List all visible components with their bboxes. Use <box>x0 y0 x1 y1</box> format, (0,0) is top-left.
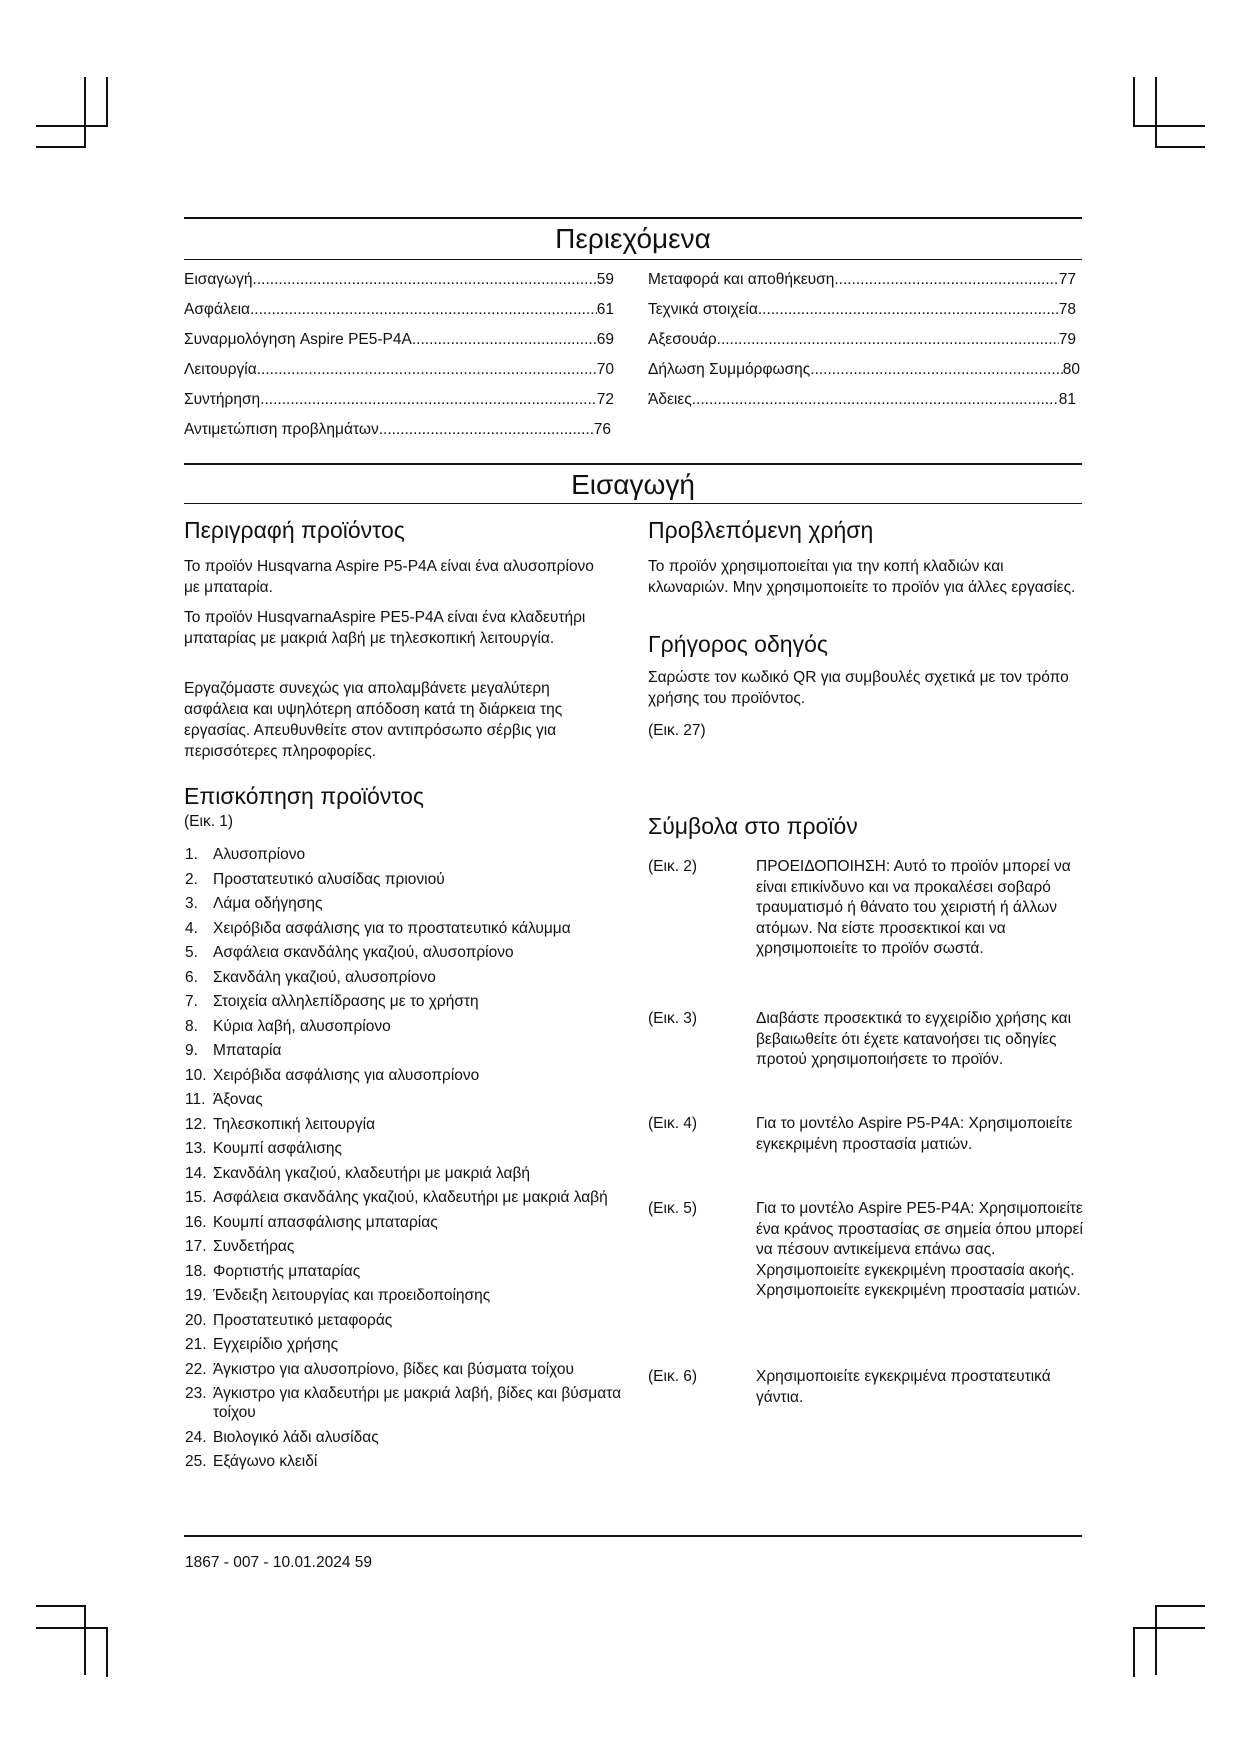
list-item: 22. Άγκιστρο για αλυσοπρίονο, βίδες και βύσματα τοίχου <box>185 1360 574 1378</box>
toc-entry[interactable]: Μεταφορά και αποθήκευση ..... 77 <box>648 265 1076 295</box>
list-item: 16. Κουμπί απασφάλισης μπαταρίας <box>185 1213 438 1231</box>
toc-entry[interactable]: Συντήρηση ..... 72 <box>184 385 614 415</box>
list-item: 18. Φορτιστής μπαταρίας <box>185 1262 361 1280</box>
description-paragraph: Το προϊόν Husqvarna Aspire P5-P4A είναι ένα αλυσοπρίονο με μπαταρία. <box>184 558 594 596</box>
contents-top-rule <box>184 217 1082 219</box>
list-item: 12. Τηλεσκοπική λειτουργία <box>185 1115 376 1133</box>
list-item: 23. Άγκιστρο για κλαδευτήρι με μακριά λαβή, βίδες και βύσματα τοίχου <box>185 1385 622 1421</box>
list-item: 25. Εξάγωνο κλειδί <box>185 1453 318 1470</box>
symbol-entry <box>648 1114 1088 1155</box>
crop-mark <box>84 77 86 147</box>
list-item: 6. Σκανδάλη γκαζιού, αλυσοπρίονο <box>185 968 436 986</box>
crop-mark <box>1155 146 1205 148</box>
product-description-heading: Περιγραφή προϊόντος <box>184 517 405 543</box>
symbol-figure-ref: (Εικ. 5) <box>648 1200 698 1217</box>
crop-mark <box>84 1605 86 1675</box>
list-item: 10. Χειρόβιδα ασφάλισης για αλυσοπρίονο <box>185 1066 480 1084</box>
list-item: 1. Αλυσοπρίονο <box>185 846 306 863</box>
list-item: 24. Βιολογικό λάδι αλυσίδας <box>185 1428 379 1446</box>
page-footer: 1867 - 007 - 10.01.2024 59 <box>185 1554 373 1571</box>
toc-entry[interactable]: Εισαγωγή ..... 59 <box>184 265 614 295</box>
crop-mark <box>36 125 108 127</box>
list-item: 19. Ένδειξη λειτουργίας και προειδοποίησης <box>185 1287 491 1304</box>
crop-mark <box>1133 77 1135 127</box>
symbol-entry <box>648 1009 1088 1071</box>
crop-mark <box>36 1627 108 1629</box>
symbol-figure-ref: (Εικ. 6) <box>648 1368 698 1385</box>
symbol-figure-ref: (Εικ. 3) <box>648 1010 698 1027</box>
crop-mark <box>36 1605 86 1607</box>
symbol-description: ΠΡΟΕΙΔΟΠΟΙΗΣΗ: Αυτό το προϊόν μπορεί να είναι επικίνδυνο και να προκαλέσει σοβαρό τραυματισμό ή θάνατο του χειριστή ή άλλων ατόμων. Να είστε προσεκτικοί και να χρησιμοποιείτε το προϊόν σωστά. <box>756 858 1071 957</box>
symbols-heading: Σύμβολα στο προϊόν <box>648 813 858 839</box>
symbol-description: Για το μοντέλο Aspire P5-P4A: Χρησιμοποιείτε εγκεκριμένη προστασία ματιών. <box>756 1115 1073 1153</box>
toc-entry[interactable]: Τεχνικά στοιχεία ..... 78 <box>648 295 1076 325</box>
toc-entry[interactable]: Λειτουργία ..... 70 <box>184 355 614 385</box>
toc-entry[interactable]: Ασφάλεια ..... 61 <box>184 295 614 325</box>
list-item: 15. Ασφάλεια σκανδάλης γκαζιού, κλαδευτήρι με μακριά λαβή <box>185 1189 608 1206</box>
symbol-entry <box>648 857 1088 960</box>
symbol-description: Για το μοντέλο Aspire PE5-P4A: Χρησιμοποιείτε ένα κράνος προστασίας σε σημεία όπου μπορεί να πέσουν αντικείμενα επάνω σας. Χρησιμοποιείτε εγκεκριμένη προστασία ακοής. Χρησιμοποιείτε εγκεκριμένη προστασία ματιών. <box>756 1200 1083 1299</box>
list-item: 7. Στοιχεία αλληλεπίδρασης με το χρήστη <box>185 993 479 1010</box>
list-item: 4. Χειρόβιδα ασφάλισης για το προστατευτικό κάλυμμα <box>185 919 571 937</box>
footer-rule <box>184 1535 1082 1537</box>
toc-entry[interactable]: Αξεσουάρ ..... 79 <box>648 325 1076 355</box>
symbol-entry <box>648 1367 1088 1408</box>
toc-entry[interactable]: Συναρμολόγηση Aspire PE5-P4A ..... 69 <box>184 325 614 355</box>
product-overview-heading: Επισκόπηση προϊόντος <box>184 783 425 809</box>
intro-top-rule <box>184 463 1082 465</box>
symbol-figure-ref: (Εικ. 2) <box>648 858 698 875</box>
crop-mark <box>106 77 108 127</box>
list-item: 5. Ασφάλεια σκανδάλης γκαζιού, αλυσοπρίονο <box>185 944 514 961</box>
list-item: 2. Προστατευτικό αλυσίδας πριονιού <box>185 870 445 888</box>
quick-guide-paragraph: Σαρώστε τον κωδικό QR για συμβουλές σχετικά με τον τρόπο χρήσης του προϊόντος. <box>648 669 1069 707</box>
crop-mark <box>1133 1627 1205 1629</box>
crop-mark <box>36 146 86 148</box>
description-paragraph: Εργαζόμαστε συνεχώς για απολαμβάνετε μεγαλύτερη ασφάλεια και υψηλότερη απόδοση κατά τη διάρκεια της εργασίας. Απευθυνθείτε στον αντιπρόσωπο σέρβις για περισσότερες πληροφορίες. <box>184 680 563 760</box>
crop-mark <box>106 1627 108 1677</box>
toc-entry[interactable]: Αντιμετώπιση προβλημάτων ..... 76 <box>184 415 611 445</box>
crop-mark <box>1133 125 1205 127</box>
list-item: 3. Λάμα οδήγησης <box>185 895 323 912</box>
quick-guide-figure-ref: (Εικ. 27) <box>648 722 706 739</box>
list-item: 9. Μπαταρία <box>185 1042 282 1059</box>
toc-entry[interactable]: Δήλωση Συμμόρφωσης ..... 80 <box>648 355 1080 385</box>
list-item: 21. Εγχειρίδιο χρήσης <box>185 1336 339 1353</box>
toc-left-column <box>184 265 614 445</box>
overview-figure-ref: (Εικ. 1) <box>184 813 234 830</box>
list-item: 17. Συνδετήρας <box>185 1238 295 1255</box>
symbol-figure-ref: (Εικ. 4) <box>648 1115 698 1132</box>
intended-use-paragraph: Το προϊόν χρησιμοποιείται για την κοπή κλαδιών και κλωναριών. Μην χρησιμοποιείτε το προϊόν για άλλες εργασίες. <box>648 558 1076 596</box>
list-item: 11. Άξονας <box>185 1091 263 1108</box>
crop-mark <box>1155 1605 1157 1675</box>
list-item: 8. Κύρια λαβή, αλυσοπρίονο <box>185 1017 391 1035</box>
description-paragraph: Το προϊόν HusqvarnaAspire PE5-P4A είναι ένα κλαδευτήρι μπαταρίας με μακριά λαβή με τηλεσκοπική λειτουργία. <box>184 609 586 647</box>
intro-title: Εισαγωγή <box>571 469 695 500</box>
list-item: 13. Κουμπί ασφάλισης <box>185 1140 343 1157</box>
list-item: 20. Προστατευτικό μεταφοράς <box>185 1311 393 1329</box>
symbol-description: Χρησιμοποιείτε εγκεκριμένα προστατευτικά γάντια. <box>756 1368 1051 1406</box>
intended-use-heading: Προβλεπόμενη χρήση <box>648 517 874 543</box>
toc-right-column <box>648 265 1078 415</box>
contents-bottom-rule <box>184 259 1082 260</box>
quick-guide-heading: Γρήγορος οδηγός <box>648 631 828 657</box>
crop-mark <box>1155 1605 1205 1607</box>
overview-list <box>185 845 625 1477</box>
symbol-description: Διαβάστε προσεκτικά το εγχειρίδιο χρήσης και βεβαιωθείτε ότι έχετε κατανοήσει τις οδηγίες προτού χρησιμοποιήσετε το προϊόν. <box>756 1010 1072 1068</box>
toc-entry[interactable]: Άδειες ..... 81 <box>648 385 1076 415</box>
crop-mark <box>1155 77 1157 147</box>
crop-mark <box>1133 1627 1135 1677</box>
contents-title: Περιεχόμενα <box>555 223 711 254</box>
intro-bottom-rule <box>184 503 1082 504</box>
symbol-entry <box>648 1199 1088 1302</box>
list-item: 14. Σκανδάλη γκαζιού, κλαδευτήρι με μακριά λαβή <box>185 1164 530 1182</box>
